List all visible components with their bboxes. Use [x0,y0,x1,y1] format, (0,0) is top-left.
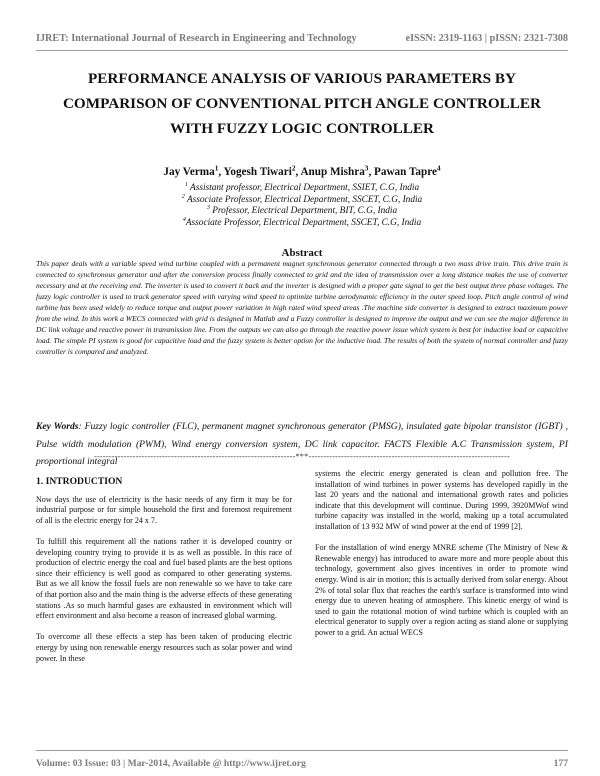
title-line: PERFORMANCE ANALYSIS OF VARIOUS PARAMETERS BY [88,70,516,87]
paragraph: To overcome all these effects a step has been taken of producing electric energy by using non renewable energy resources such as solar power and wind power. In these [36,632,292,663]
affiliation: $^1$ Assistant professor, Electrical Department, SSIET, C.G, India [184,181,420,193]
footer-divider [36,750,568,751]
author-list [36,166,568,178]
keywords [36,418,568,471]
author: Pawan Tapre$^4$ [374,164,441,178]
author: Jay Verma$^1$, [163,164,224,178]
affiliation: $^2$ Associate Professor, Electrical Department, SSCET, C.G, India [181,193,423,205]
affiliation: $^3$ Professor, Electrical Department, BIT, C.G, India [206,205,398,217]
paragraph: For the installation of wind energy MNRE scheme (The Ministry of New & Renewable energy) has introduced to aware more and more people about this technology, government also gives incentives in order to promote wind energy. Wind is air in motion; this is actually derived from solar energy. About 2% of total solar flux that reaches the earth's surface is transformed into wind energy due to uneven heating of atmosphere. This kinetic energy of wind is used to gain the rotational motion of wind turbine which is coupled with an electrical generator to supply over a region acting as stand alone or supplying power to a grid. An actual WECS [315,543,568,637]
author: Yogesh Tiwari$^2$, [223,164,301,178]
abstract-heading: Abstract [281,247,323,259]
page-number: 177 [553,758,568,769]
keywords-text: : Fuzzy logic controller (FLC), permanent magnet synchronous generator (PMSG), insulated gate bipolar transistor (IGBT) , Pulse width modulation (PWM), Wind energy conversion system, DC link capacitor. FACTS Flexible A.C Transmission system, PI proportional integral [36,421,568,468]
paragraph: systems the electric energy generated is clean and pollution free. The installation of wind turbines in power systems has developed rapidly in the last 20 years and the national and international growth rates and policies indicate that this development will continue. During 1999, 3920MWof wind turbine capacity was installed in the world, making up a total accumulated installation of 13 932 MW of wind power at the end of 1999 [2]. [315,469,568,531]
abstract-body: This paper deals with a variable speed wind turbine coupled with a permanent magnet synchronous generator connected through a two mass drive train. This drive train is connected to synchronous generator and after the conversion process finally connected to grid and the idea of transmission over a long distance makes the use of converter necessary and at the receiving end. The inverter is used to convert it back and the inverter is designed with a proper gate signal to get the best output three phase voltages. The fuzzy logic controller is used to track generator speed with varying wind speed to optimize turbine aerodynamic efficiency in the outer speed loop. Pitch angle control of wind turbine has been used widely to reduce torque and output power variation in high rated wind speed areas .The machine side converter is designed to extract maximum power from the wind. In this work a WECS connected with grid is designed in Matlab and a Fuzzy controller is designed to improve the output and we can see the major difference in DC link voltage and reactive power in transmission line. From the outputs we can also go through the reactive power issue which system is best for inductive load or capacitive load. The simple PI system is good for capacitive load and the fuzzy system is better option for the inductive load. The results of both the system of normal controller and fuzzy controller is compared and analyzed. [36,259,568,356]
paragraph: Now days the use of electricity is the basic needs of any firm it may be for industrial purpose or for simple household the first and foremost requirement of all is the electric energy for 24 x 7. [36,494,292,525]
volume-info: Volume: 03 Issue: 03 | Mar-2014, Available @ http://www.ijret.org [36,758,306,769]
keywords-label: Key Words [36,421,79,432]
paragraph: To fulfill this requirement all the nations rather it is developed country or developing country trying to provide it is as well as possible. In this race of production of electric energy the coal and fuel based plants are the best options since their efficiency is well good as compared to other generating systems. But as we all know the fossil fuels are non renewable so we have to take care of that portion also and the main thing is the adverse effects of these generating stations .As so much harmful gases are exhausted in environment which will effect environment and also become a reason of increased global warming. [36,536,292,621]
running-footer [36,758,568,769]
title-line: COMPARISON OF CONVENTIONAL PITCH ANGLE CONTROLLER [62,95,542,112]
author: Anup Mishra$^3$, [300,164,375,178]
journal-name: IJRET: International Journal of Research in Engineering and Technology [36,33,357,44]
paper-title [36,66,568,141]
section-separator: --------------------------------------------------------------------***-------------------------------------------------------------------- [93,452,510,461]
affiliation: $^4$Associate Professor, Electrical Department, SSCET, C.G, India [182,216,422,228]
right-column [315,469,568,649]
title-line: WITH FUZZY LOGIC CONTROLLER [170,120,434,137]
header-divider [36,50,568,51]
left-column [36,477,292,675]
affiliation-list [36,183,568,229]
running-header [36,33,568,44]
section-heading: 1. INTRODUCTION [36,476,123,487]
issn: eISSN: 2319-1163 | pISSN: 2321-7308 [405,33,568,44]
